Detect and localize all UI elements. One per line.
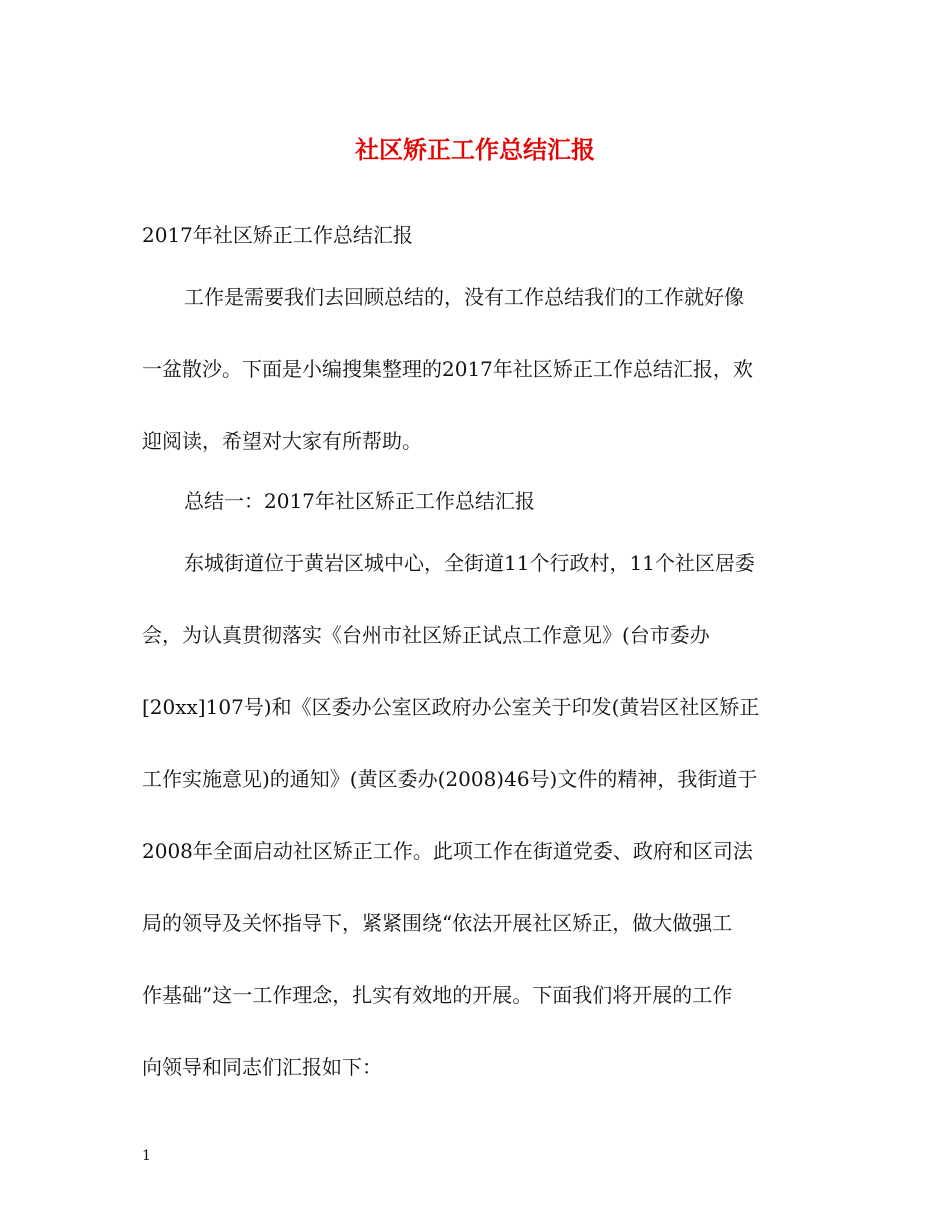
paragraph-2-line-8: 向领导和同志们汇报如下： [142,1055,382,1079]
paragraph-2-line-1: 东城街道位于黄岩区城中心，全街道11个行政村，11个社区居委 [184,551,755,575]
page-number: 1 [142,1148,151,1164]
paragraph-1-line-1: 工作是需要我们去回顾总结的，没有工作总结我们的工作就好像 [184,285,744,309]
paragraph-2-line-7: 作基础”这一工作理念，扎实有效地的开展。下面我们将开展的工作 [142,983,733,1007]
paragraph-2-line-4: 工作实施意见)的通知》(黄区委办(2008)46号)文件的精神，我街道于 [142,767,758,791]
paragraph-1-line-2: 一盆散沙。下面是小编搜集整理的2017年社区矫正工作总结汇报，欢 [142,357,753,381]
section-heading: 总结一：2017年社区矫正工作总结汇报 [184,489,535,513]
paragraph-2-line-2: 会，为认真贯彻落实《台州市社区矫正试点工作意见》(台市委办 [142,623,710,647]
paragraph-2-line-5: 2008年全面启动社区矫正工作。此项工作在街道党委、政府和区司法 [142,839,753,863]
document-title: 社区矫正工作总结汇报 [355,135,595,164]
paragraph-1-line-3: 迎阅读，希望对大家有所帮助。 [142,429,422,453]
paragraph-2-line-3: [20xx]107号)和《区委办公室区政府办公室关于印发(黄岩区社区矫正 [142,695,760,719]
document-subtitle: 2017年社区矫正工作总结汇报 [142,223,413,247]
paragraph-2-line-6: 局的领导及关怀指导下，紧紧围绕“依法开展社区矫正，做大做强工 [142,911,733,935]
